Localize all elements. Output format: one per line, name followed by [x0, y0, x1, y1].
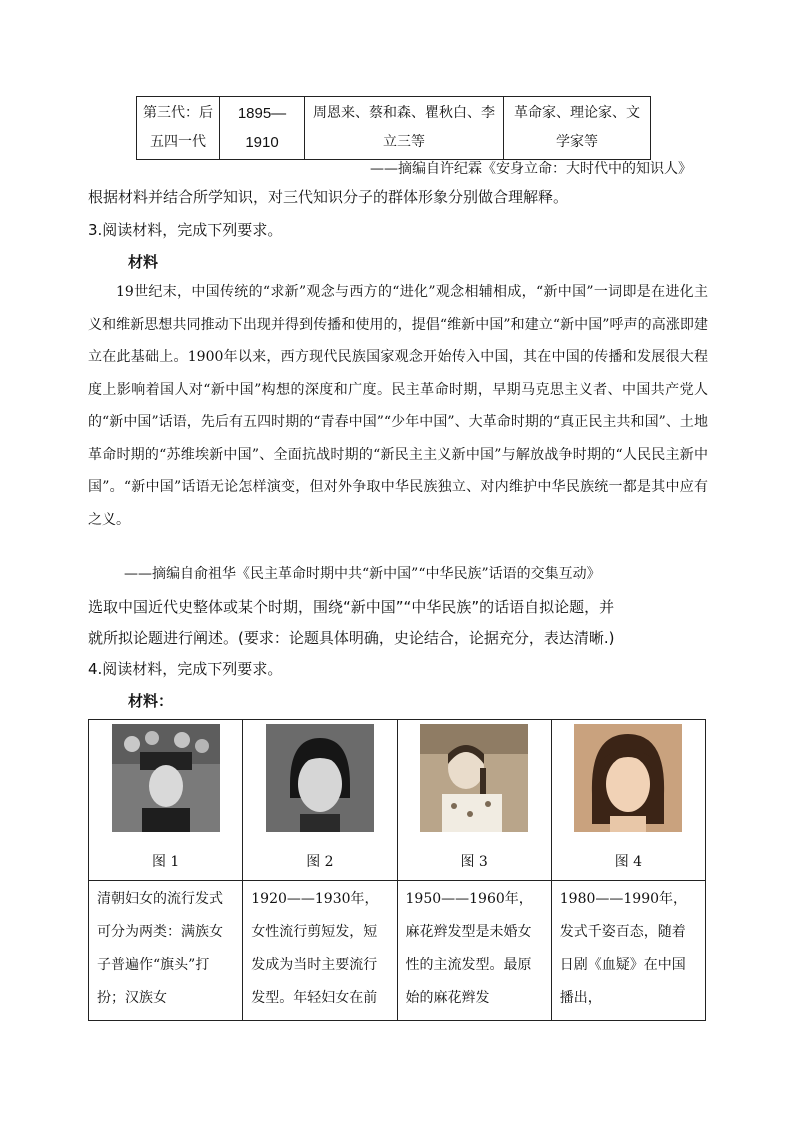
- question-3-prompt-line-2: 就所拟论题进行阐述。(要求：论题具体明确，史论结合，论据充分，表达清晰.): [88, 629, 615, 647]
- material-label-4: 材料：: [128, 692, 174, 710]
- generations-table: [136, 96, 651, 160]
- question-3-title: 3.阅读材料，完成下列要求。: [88, 221, 283, 239]
- figure-2-photo: [266, 724, 374, 832]
- source-citation-1: ——摘编自许纪霖《安身立命：大时代中的知识人》: [370, 161, 692, 177]
- figure-3-photo: [420, 724, 528, 832]
- hairstyle-figures-table: [88, 719, 706, 1021]
- material-paragraph: 19世纪末，中国传统的“求新”观念与西方的“进化”观念相辅相成，“新中国”一词即是在进化主义和维新思想共同推动下出现并得到传播和使用的，提倡“维新中国”和建立“新中国”呼声的高涨即建立在此基础上。1900年以来，西方现代民族国家观念开始传入中国，其在中国的传播和发展很大程度上影响着国人对“新中国”构想的深度和广度。民主革命时期，早期马克思主义者、中国共产党人的“新中国”话语，先后有五四时期的“青春中国”“少年中国”、大革命时期的“真正民主共和国”、土地革命时期的“苏维埃新中国”、全面抗战时期的“新民主主义新中国”与解放战争时期的“人民民主新中国”。“新中国”话语无论怎样演变，但对外争取中华民族独立、对内维护中华民族统一都是其中应有之义。: [88, 284, 708, 528]
- figure-4-photo: [574, 724, 682, 832]
- source-citation-2: ——摘编自俞祖华《民主革命时期中共“新中国”“中华民族”话语的交集互动》: [124, 566, 601, 582]
- figure-cell-3: [397, 720, 551, 881]
- figure-cell-2: [243, 720, 397, 881]
- description-row: [89, 881, 706, 1021]
- figure-4-label: 图 4: [614, 854, 643, 870]
- figure-1-label: 图 1: [151, 854, 180, 870]
- figure-cell-4: [551, 720, 705, 881]
- figure-cell-1: [89, 720, 243, 881]
- material-label-3: 材料: [128, 253, 159, 271]
- table-cell-generation: 第三代：后五四一代: [137, 97, 220, 160]
- table-row: [137, 97, 651, 160]
- question-4-title: 4.阅读材料，完成下列要求。: [88, 660, 283, 678]
- question-2-prompt: 根据材料并结合所学知识，对三代知识分子的群体形象分别做合理解释。: [88, 188, 569, 206]
- image-row: [89, 720, 706, 881]
- figure-2-label: 图 2: [306, 854, 334, 870]
- question-3-prompt-line-1: 选取中国近代史整体或某个时期，围绕“新中国”“中华民族”的话语自拟论题，并: [88, 598, 615, 616]
- figure-2-description: 1920——1930年，女性流行剪短发，短发成为当时主要流行发型。年轻妇女在前: [243, 881, 397, 1021]
- figure-1-description: 清朝妇女的流行发式可分为两类：满族女子普遍作“旗头”打扮；汉族女: [89, 881, 243, 1021]
- table-cell-years: 1895—1910: [220, 97, 305, 160]
- figure-4-description: 1980——1990年，发式千姿百态，随着日剧《血疑》在中国播出，: [551, 881, 705, 1021]
- figure-1-photo: [112, 724, 220, 832]
- figure-3-description: 1950——1960年，麻花辫发型是未婚女性的主流发型。最原始的麻花辫发: [397, 881, 551, 1021]
- table-cell-representatives: 周恩来、蔡和森、瞿秋白、李立三等: [305, 97, 504, 160]
- figure-3-label: 图 3: [460, 854, 488, 870]
- table-cell-identity: 革命家、理论家、文学家等: [504, 97, 651, 160]
